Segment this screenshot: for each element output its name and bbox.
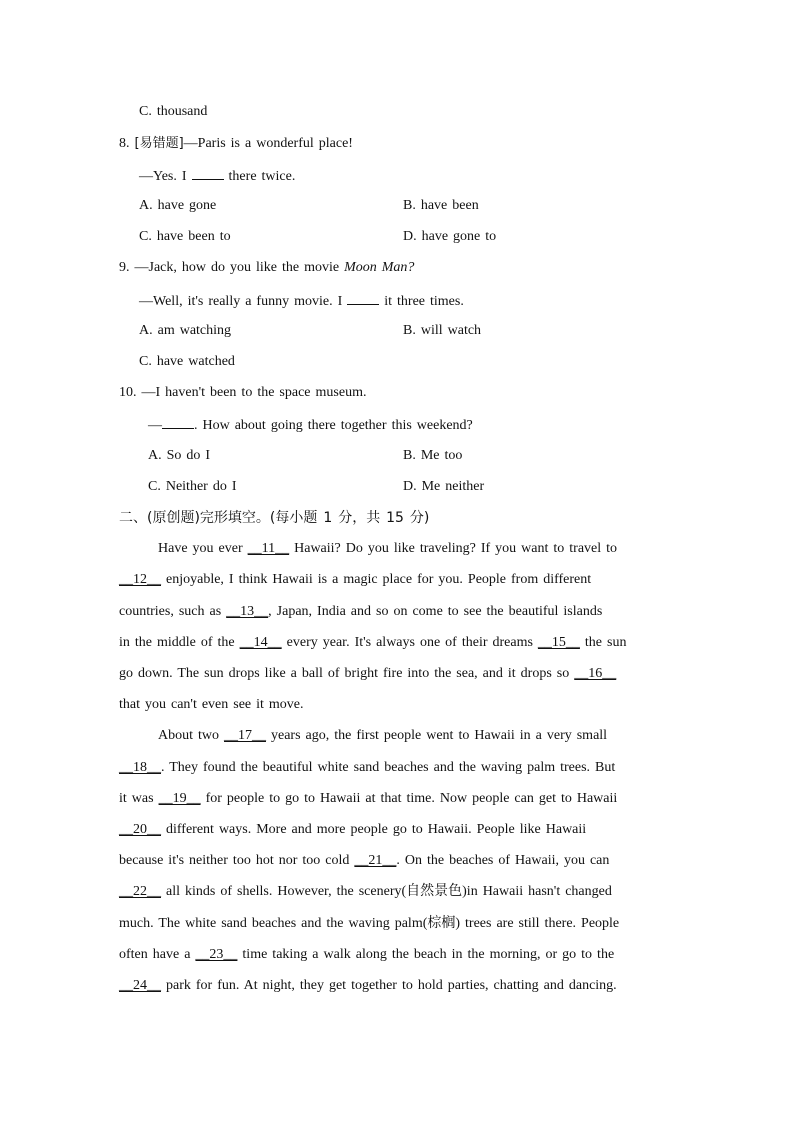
section-heading-cloze: 二、(原创题)完形填空。(每小题 1 分，共 15 分) <box>119 510 430 526</box>
q9-line2: —Well, it's really a funny movie. I it three times. <box>139 290 464 310</box>
cloze-blank-17[interactable]: __17__ <box>224 728 266 743</box>
q10-option-d: D. Me neither <box>403 479 485 494</box>
q9-options-ab <box>139 321 482 341</box>
passage-p2-line: much. The white sand beaches and the waving palm(棕榈) trees are still there. People <box>119 916 620 931</box>
passage-p2-line: About two __17__ years ago, the first people went to Hawaii in a very small <box>158 728 608 743</box>
q10-option-b: B. Me too <box>403 448 463 463</box>
q8-line1: —Paris is a wonderful place! <box>183 136 353 151</box>
q8-line2: —Yes. I there twice. <box>139 165 295 185</box>
q10-options-cd <box>148 477 485 497</box>
cloze-blank-14[interactable]: __14__ <box>239 635 282 650</box>
q8-option-b: B. have been <box>403 198 479 213</box>
q8-option-c: C. have been to <box>139 229 231 244</box>
q8-options-cd <box>139 227 497 247</box>
q10-option-c: C. Neither do I <box>148 479 237 494</box>
cloze-blank-24[interactable]: __24__ <box>119 978 161 993</box>
passage-p2-line: __24__ park for fun. At night, they get together to hold parties, chatting and dancing. <box>119 978 617 993</box>
q10-options-ab <box>148 446 463 466</box>
cloze-blank-23[interactable]: __23__ <box>195 947 238 962</box>
passage-p1-line: go down. The sun drops like a ball of bright fire into the sea, and it drops so __16__ <box>119 666 617 681</box>
passage-p2-line: often have a __23__ time taking a walk along the beach in the morning, or go to the <box>119 947 615 962</box>
q10-answer-blank[interactable] <box>162 414 194 429</box>
cloze-blank-12[interactable]: __12__ <box>119 572 161 587</box>
q8-number: 8. <box>119 136 130 151</box>
passage-p1-line: Have you ever __11__ Hawaii? Do you like traveling? If you want to travel to <box>158 541 618 556</box>
q8-option-d: D. have gone to <box>403 229 497 244</box>
q9-movie-title: Moon Man? <box>344 260 415 275</box>
passage-p1-line: in the middle of the __14__ every year. It's always one of their dreams __15__ the sun <box>119 635 627 650</box>
passage-p1-line: that you can't even see it move. <box>119 697 304 712</box>
passage-p1-line: countries, such as __13__, Japan, India and so on come to see the beautiful islands <box>119 604 603 619</box>
cloze-blank-13[interactable]: __13__ <box>226 604 269 619</box>
q8-stem <box>119 134 353 154</box>
q8-answer-blank[interactable] <box>192 165 224 180</box>
passage-p2-line: it was __19__ for people to go to Hawaii at that time. Now people can get to Hawaii <box>119 791 618 806</box>
passage-p2-line: __22__ all kinds of shells. However, the scenery(自然景色)in Hawaii hasn't changed <box>119 884 612 899</box>
q9-stem: 9. —Jack, how do you like the movie Moon Man? <box>119 260 415 275</box>
q9-option-a: A. am watching <box>139 323 232 338</box>
q8-tag: [易错题] <box>134 136 184 151</box>
q9-answer-blank[interactable] <box>347 290 379 305</box>
cloze-blank-15[interactable]: __15__ <box>537 635 580 650</box>
cloze-blank-11[interactable]: __11__ <box>247 541 290 556</box>
passage-p1-line: __12__ enjoyable, I think Hawaii is a magic place for you. People from different <box>119 572 592 587</box>
cloze-blank-16[interactable]: __16__ <box>574 666 617 681</box>
q10-line2: — . How about going there together this weekend? <box>148 414 473 434</box>
passage-p2-line: __18__. They found the beautiful white sand beaches and the waving palm trees. But <box>119 760 616 775</box>
cloze-blank-18[interactable]: __18__ <box>119 760 161 775</box>
cloze-blank-22[interactable]: __22__ <box>119 884 161 899</box>
q9-option-b: B. will watch <box>403 323 482 338</box>
q7-option-c: C. thousand <box>139 104 208 119</box>
cloze-blank-19[interactable]: __19__ <box>158 791 201 806</box>
passage-p2-line: because it's neither too hot nor too cold __21__. On the beaches of Hawaii, you can <box>119 853 610 868</box>
q8-options-ab <box>139 196 479 216</box>
passage-p2-line: __20__ different ways. More and more people go to Hawaii. People like Hawaii <box>119 822 587 837</box>
cloze-blank-20[interactable]: __20__ <box>119 822 161 837</box>
q10-option-a: A. So do I <box>148 448 211 463</box>
q8-option-a: A. have gone <box>139 198 217 213</box>
q10-stem: 10. —I haven't been to the space museum. <box>119 385 367 400</box>
cloze-blank-21[interactable]: __21__ <box>354 853 397 868</box>
q9-option-c: C. have watched <box>139 354 235 369</box>
